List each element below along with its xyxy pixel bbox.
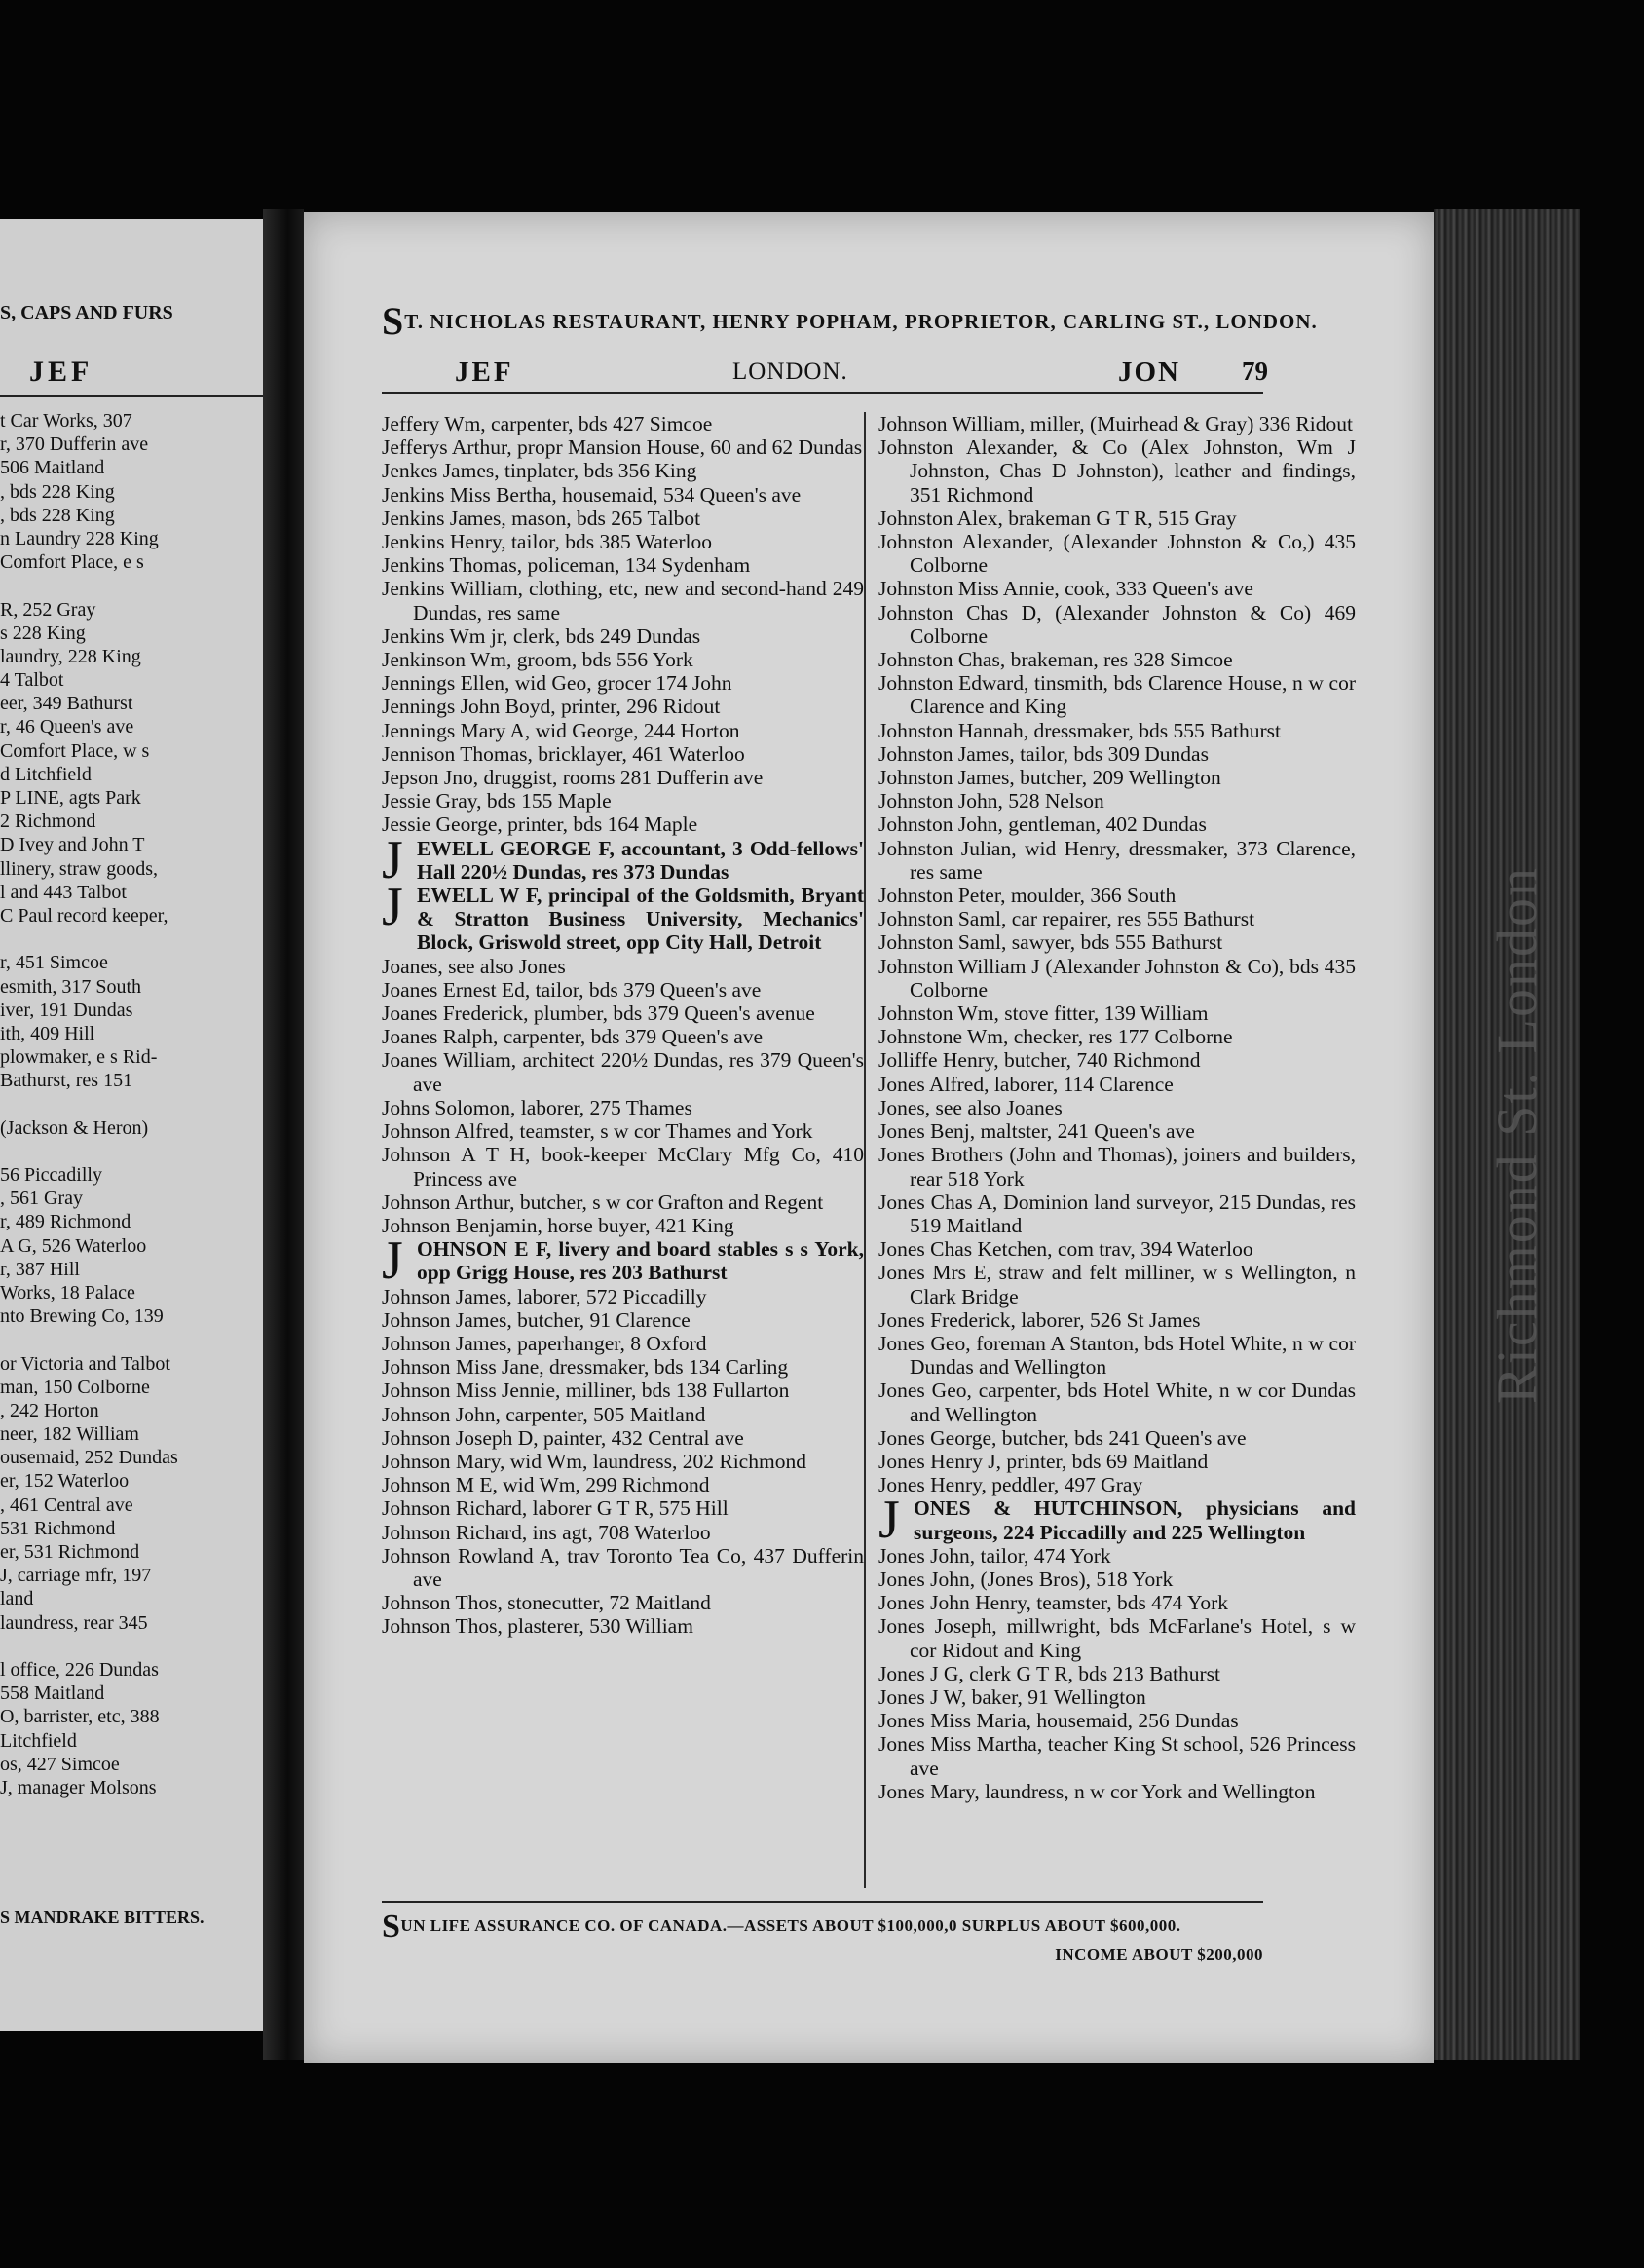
entry-text: Johnson Miss Jane, dressmaker, bds 134 Carling <box>382 1355 789 1380</box>
entry-text: Jones Mary, laundress, n w cor York and Wellington <box>878 1779 1316 1803</box>
page-header <box>382 298 1318 344</box>
page-header-text: T. NICHOLAS RESTAURANT, HENRY POPHAM, PROPRIETOR, CARLING ST., LONDON. <box>404 310 1318 333</box>
directory-entry <box>878 1119 1356 1143</box>
left-page-header: S, CAPS AND FURS <box>0 302 173 323</box>
running-head-left: JEF <box>455 357 514 388</box>
entry-text: Johnson Joseph D, painter, 432 Central ave <box>382 1425 744 1450</box>
left-page-line: 4 Talbot <box>0 669 64 692</box>
spine-label <box>1473 209 1560 2060</box>
left-page-line <box>0 1635 261 1658</box>
left-page-rule <box>0 395 263 397</box>
directory-entry <box>878 601 1356 648</box>
directory-entry <box>382 1544 864 1591</box>
directory-entry <box>382 530 864 553</box>
directory-entry <box>382 553 864 577</box>
left-page-line: , 561 Gray <box>0 1188 83 1210</box>
entry-text: Johnston James, butcher, 209 Wellington <box>878 766 1221 790</box>
directory-entry <box>878 1237 1356 1261</box>
left-page-line: l and 443 Talbot <box>0 881 127 903</box>
left-page-line: man, 150 Colborne <box>0 1376 150 1398</box>
left-page-line: neer, 182 William <box>0 1423 139 1446</box>
left-page-line: t Car Works, 307 <box>0 410 132 432</box>
left-page-line: , 461 Central ave <box>0 1493 133 1516</box>
drop-cap: J <box>382 1230 403 1292</box>
left-page-line: laundress, rear 345 <box>0 1611 148 1634</box>
featured-entry <box>878 1490 1356 1551</box>
left-page-line: Comfort Place, e s <box>0 551 144 574</box>
entry-text: Jones J W, baker, 91 Wellington <box>878 1684 1146 1709</box>
left-page-line: er, 531 Richmond <box>0 1541 140 1563</box>
directory-entry <box>878 507 1356 530</box>
left-page-line: O, barrister, etc, 388 <box>0 1706 160 1728</box>
left-page-line: nto Brewing Co, 139 <box>0 1305 164 1328</box>
directory-entry <box>878 1780 1356 1803</box>
directory-entry <box>878 837 1356 884</box>
left-page-line: Comfort Place, w s <box>0 739 150 762</box>
directory-entry <box>878 1732 1356 1779</box>
left-page-line: (Jackson & Heron) <box>0 1116 149 1139</box>
directory-entry <box>878 1073 1356 1096</box>
entry-text: Jones Chas A, Dominion land surveyor, 215 Dundas, res 519 Maitland <box>878 1190 1356 1237</box>
entry-text: Johnston Alex, brakeman G T R, 515 Gray <box>878 506 1237 530</box>
entry-text: Johnson Thos, plasterer, 530 William <box>382 1614 693 1639</box>
entry-text: Johnston James, tailor, bds 309 Dundas <box>878 741 1209 766</box>
directory-entry <box>382 435 864 459</box>
directory-entry <box>878 907 1356 930</box>
left-page-line: r, 46 Queen's ave <box>0 716 134 738</box>
entry-text: Johnson Alfred, teamster, s w cor Thames and York <box>382 1119 813 1144</box>
entry-text: Johnson James, butcher, 91 Clarence <box>382 1307 691 1332</box>
directory-entry <box>878 648 1356 671</box>
directory-entry <box>382 1379 864 1402</box>
left-page-line: r, 489 Richmond <box>0 1211 131 1233</box>
left-page-line: , bds 228 King <box>0 504 115 526</box>
entry-text: Jenkinson Wm, groom, bds 556 York <box>382 648 693 672</box>
entry-text: Johnston Miss Annie, cook, 333 Queen's ave <box>878 577 1253 601</box>
directory-entry <box>382 1191 864 1214</box>
column-divider <box>864 412 866 1888</box>
entry-text: Jefferys Arthur, propr Mansion House, 60 and 62 Dundas <box>382 435 863 460</box>
directory-entry <box>382 1521 864 1544</box>
left-page-line <box>0 1328 261 1351</box>
left-page-line: plowmaker, e s Rid- <box>0 1046 158 1069</box>
entry-text: Jeffery Wm, carpenter, bds 427 Simcoe <box>382 412 713 435</box>
entry-text: Johnston Julian, wid Henry, dressmaker, 373 Clarence, res same <box>878 836 1356 884</box>
entry-text: Jenkins Henry, tailor, bds 385 Waterloo <box>382 530 712 554</box>
directory-entry <box>382 1119 864 1143</box>
directory-entry <box>382 1473 864 1496</box>
entry-text: Joanes William, architect 220½ Dundas, res 379 Queen's ave <box>382 1048 864 1096</box>
left-page-line: R, 252 Gray <box>0 598 96 621</box>
left-page-line: r, 387 Hill <box>0 1258 80 1280</box>
left-page-line: , bds 228 King <box>0 480 115 503</box>
drop-cap: J <box>382 877 403 938</box>
directory-entry <box>382 1614 864 1638</box>
left-page-line: P LINE, agts Park <box>0 787 141 809</box>
left-page-line: os, 427 Simcoe <box>0 1753 120 1775</box>
left-page-line: J, manager Molsons <box>0 1776 157 1798</box>
directory-entry <box>878 884 1356 907</box>
directory-entry <box>878 577 1356 600</box>
left-page-footer: S MANDRAKE BITTERS. <box>0 1908 205 1927</box>
entry-text: Joanes Ernest Ed, tailor, bds 379 Queen's ave <box>382 977 762 1002</box>
directory-entry <box>382 789 864 813</box>
directory-entry <box>878 742 1356 766</box>
entry-text: Jones John Henry, teamster, bds 474 York <box>878 1591 1229 1615</box>
directory-entry <box>382 507 864 530</box>
directory-entry <box>382 1355 864 1379</box>
entry-text: Jennings John Boyd, printer, 296 Ridout <box>382 695 721 719</box>
entry-text: Joanes, see also Jones <box>382 954 566 978</box>
entry-text: Jessie George, printer, bds 164 Maple <box>382 813 698 837</box>
directory-entry <box>382 577 864 624</box>
left-page-line: Bathurst, res 151 <box>0 1070 133 1092</box>
left-page-fragment <box>0 219 263 2031</box>
entry-text: ONES & HUTCHINSON, physicians and surgeons, 224 Piccadilly and 225 Wellington <box>914 1496 1356 1544</box>
directory-entry <box>878 930 1356 954</box>
directory-entry <box>878 1450 1356 1473</box>
directory-entry <box>878 789 1356 813</box>
left-page-line: C Paul record keeper, <box>0 904 168 926</box>
entry-text: Jennison Thomas, bricklayer, 461 Waterloo <box>382 741 745 766</box>
left-page-line: Litchfield <box>0 1729 77 1752</box>
directory-entry <box>878 435 1356 507</box>
running-head-right: JON <box>1118 357 1180 388</box>
directory-entry <box>878 1048 1356 1072</box>
entry-text: Johnson Richard, ins agt, 708 Waterloo <box>382 1520 711 1544</box>
left-page-line <box>0 927 261 951</box>
entry-text: Jenkins James, mason, bds 265 Talbot <box>382 506 701 530</box>
entry-text: Jones Benj, maltster, 241 Queen's ave <box>878 1119 1195 1144</box>
directory-entry <box>878 1002 1356 1025</box>
left-page-line: llinery, straw goods, <box>0 857 159 880</box>
left-page-line: 558 Maitland <box>0 1682 105 1705</box>
directory-entry <box>878 1685 1356 1709</box>
entry-text: Jones Henry, peddler, 497 Gray <box>878 1473 1143 1497</box>
left-page-line: r, 451 Simcoe <box>0 952 108 974</box>
directory-entry <box>382 1591 864 1614</box>
entry-text: Johnson James, paperhanger, 8 Oxford <box>382 1331 707 1355</box>
directory-entry <box>382 813 864 836</box>
left-page-line <box>0 1140 261 1163</box>
entry-text: Johnson Rowland A, trav Toronto Tea Co, 437 Dufferin ave <box>382 1543 864 1591</box>
drop-cap: J <box>382 829 403 890</box>
directory-entry <box>382 1285 864 1308</box>
left-page-line: laundry, 228 King <box>0 645 141 667</box>
left-page-line: n Laundry 228 King <box>0 527 159 549</box>
left-page-line: Works, 18 Palace <box>0 1281 135 1304</box>
running-head <box>382 357 1268 394</box>
entry-text: Johnson Mary, wid Wm, laundress, 202 Richmond <box>382 1449 806 1473</box>
entry-text: Jenkins William, clothing, etc, new and second-hand 249 Dundas, res same <box>382 577 864 624</box>
footer-line-2: INCOME ABOUT $200,000 <box>1055 1946 1263 1964</box>
entry-text: Johnson Thos, stonecutter, 72 Maitland <box>382 1591 711 1615</box>
left-page-line: iver, 191 Dundas <box>0 999 133 1021</box>
directory-entry <box>382 1214 864 1237</box>
directory-entry <box>382 695 864 718</box>
left-page-line: s 228 King <box>0 622 86 644</box>
entry-text: Jones J G, clerk G T R, bds 213 Bathurst <box>878 1661 1220 1685</box>
directory-entry <box>878 1662 1356 1685</box>
directory-entry <box>382 1403 864 1426</box>
left-page-line: r, 370 Dufferin ave <box>0 434 149 456</box>
entry-text: Jones John, tailor, 474 York <box>878 1543 1111 1568</box>
entry-text: Johnston Alexander, & Co (Alex Johnston, Wm J Johnston, Chas D Johnston), leather and findings, 351 Richmond <box>878 435 1356 507</box>
directory-entry <box>382 1332 864 1355</box>
entry-text: Joanes Frederick, plumber, bds 379 Queen's avenue <box>382 1002 815 1026</box>
directory-entry <box>382 978 864 1002</box>
entry-text: Johnson M E, wid Wm, 299 Richmond <box>382 1473 710 1497</box>
entry-text: Johnson Richard, laborer G T R, 575 Hill <box>382 1496 729 1521</box>
left-page-line: d Litchfield <box>0 763 92 785</box>
directory-entry <box>382 1025 864 1048</box>
left-page-line: er, 152 Waterloo <box>0 1470 130 1493</box>
directory-entry <box>878 1308 1356 1332</box>
entry-text: Johnson Arthur, butcher, s w cor Grafton and Regent <box>382 1190 824 1214</box>
entry-text: Johnson Miss Jennie, milliner, bds 138 Fullarton <box>382 1379 790 1403</box>
entry-text: Johnston John, 528 Nelson <box>878 789 1104 813</box>
directory-entry <box>382 1143 864 1190</box>
entry-text: Jones Miss Martha, teacher King St school, 526 Princess ave <box>878 1732 1356 1780</box>
entry-text: Johnston Alexander, (Alexander Johnston & Co,) 435 Colborne <box>878 530 1356 578</box>
footer-line-1: UN LIFE ASSURANCE CO. OF CANADA.—ASSETS ABOUT $100,000,0 SURPLUS ABOUT $600,000. <box>400 1916 1181 1935</box>
directory-entry <box>382 412 864 435</box>
entry-text: Jenkins Miss Bertha, housemaid, 534 Queen's ave <box>382 482 802 507</box>
entry-text: Johnston Peter, moulder, 366 South <box>878 884 1177 908</box>
left-page-line: 506 Maitland <box>0 457 105 479</box>
left-page-line: 56 Piccadilly <box>0 1164 102 1186</box>
directory-entry <box>878 719 1356 742</box>
directory-entry <box>382 459 864 482</box>
page-footer <box>382 1901 1263 1965</box>
entry-text: Johnston Chas, brakeman, res 328 Simcoe <box>878 648 1233 672</box>
left-page-line: l office, 226 Dundas <box>0 1658 159 1681</box>
entry-text: Johnston Hannah, dressmaker, bds 555 Bathurst <box>878 718 1281 742</box>
entry-text: Jones George, butcher, bds 241 Queen's ave <box>878 1425 1247 1450</box>
entry-text: Jones, see also Joanes <box>878 1095 1063 1119</box>
left-page-line: 531 Richmond <box>0 1517 116 1539</box>
book-edge <box>1434 209 1580 2060</box>
entry-text: Jenkins Wm jr, clerk, bds 249 Dundas <box>382 624 701 648</box>
entry-text: Johnston William J (Alexander Johnston & Co), bds 435 Colborne <box>878 954 1356 1002</box>
directory-entry <box>878 671 1356 718</box>
directory-entry <box>382 648 864 671</box>
left-page-line: J, carriage mfr, 197 <box>0 1565 152 1587</box>
footer-initial: S <box>382 1909 401 1945</box>
entry-text: Johnston Edward, tinsmith, bds Clarence House, n w cor Clarence and King <box>878 671 1356 719</box>
entry-text: Jones Geo, carpenter, bds Hotel White, n w cor Dundas and Wellington <box>878 1379 1356 1426</box>
left-column <box>382 412 864 1639</box>
entry-text: Jolliffe Henry, butcher, 740 Richmond <box>878 1048 1201 1073</box>
directory-entry <box>382 1308 864 1332</box>
page-header-initial: S <box>382 299 405 343</box>
entry-text: Johnston Wm, stove fitter, 139 William <box>878 1002 1209 1026</box>
entry-text: Jones Chas Ketchen, com trav, 394 Waterloo <box>878 1237 1253 1262</box>
directory-entry <box>878 412 1356 435</box>
directory-entry <box>878 813 1356 836</box>
left-page-line <box>0 574 261 597</box>
left-page-line: ousemaid, 252 Dundas <box>0 1447 178 1469</box>
directory-entry <box>878 1143 1356 1190</box>
directory-entry <box>382 624 864 648</box>
featured-entry <box>382 877 864 955</box>
directory-entry <box>878 1096 1356 1119</box>
right-column <box>878 412 1356 1803</box>
directory-entry <box>878 1379 1356 1425</box>
directory-entry <box>878 530 1356 577</box>
entry-text: Johnston John, gentleman, 402 Dundas <box>878 813 1207 837</box>
directory-entry <box>382 1096 864 1119</box>
entry-text: Jennings Mary A, wid George, 244 Horton <box>382 718 740 742</box>
left-page-line: ith, 409 Hill <box>0 1022 95 1044</box>
page-number: 79 <box>1242 357 1268 386</box>
book-gutter <box>263 209 304 2060</box>
entry-text: EWELL W F, principal of the Goldsmith, Bryant & Stratton Business University, Mechanics' Block, Griswold street, opp City Hall, Detroit <box>417 884 864 955</box>
directory-entry <box>878 1544 1356 1568</box>
entry-text: Jenkes James, tinplater, bds 356 King <box>382 459 697 483</box>
entry-text: Jones Mrs E, straw and felt milliner, w s Wellington, n Clark Bridge <box>878 1261 1356 1308</box>
directory-entry <box>878 955 1356 1002</box>
directory-entry <box>382 483 864 507</box>
left-page-line: eer, 349 Bathurst <box>0 693 133 715</box>
directory-entry <box>382 766 864 789</box>
left-page-line: land <box>0 1588 34 1610</box>
entry-text: Johnson William, miller, (Muirhead & Gray) 336 Ridout <box>878 412 1353 435</box>
directory-entry <box>878 1191 1356 1237</box>
entry-text: Jones Alfred, laborer, 114 Clarence <box>878 1072 1174 1096</box>
entry-text: OHNSON E F, livery and board stables s s York, opp Grigg House, res 203 Bathurst <box>417 1237 864 1285</box>
entry-text: Johnstone Wm, checker, res 177 Colborne <box>878 1025 1233 1049</box>
entry-text: Jones Henry J, printer, bds 69 Maitland <box>878 1449 1209 1473</box>
directory-entry <box>878 1261 1356 1307</box>
directory-entry <box>878 1568 1356 1591</box>
entry-text: Joanes Ralph, carpenter, bds 379 Queen's ave <box>382 1025 764 1049</box>
entry-text: Johns Solomon, laborer, 275 Thames <box>382 1095 692 1119</box>
entry-text: Jones Miss Maria, housemaid, 256 Dundas <box>878 1709 1239 1733</box>
directory-entry <box>878 1025 1356 1048</box>
running-head-center: LONDON. <box>732 359 848 385</box>
directory-entry <box>878 1709 1356 1732</box>
featured-entry <box>382 1230 864 1292</box>
left-page-line: A G, 526 Waterloo <box>0 1234 147 1257</box>
directory-entry <box>382 742 864 766</box>
directory-entry <box>382 1450 864 1473</box>
directory-entry <box>382 1496 864 1520</box>
directory-entry <box>878 1473 1356 1496</box>
spine-text: Richmond St. London <box>1484 866 1549 1404</box>
directory-entry <box>878 1332 1356 1379</box>
entry-text: Johnston Saml, sawyer, bds 555 Bathurst <box>878 930 1223 955</box>
drop-cap: J <box>878 1490 900 1551</box>
left-page-lines <box>0 409 261 1799</box>
entry-text: Jennings Ellen, wid Geo, grocer 174 John <box>382 671 732 696</box>
left-page-line: or Victoria and Talbot <box>0 1352 170 1375</box>
entry-text: Jones Brothers (John and Thomas), joiners and builders, rear 518 York <box>878 1143 1356 1191</box>
entry-text: Johnson John, carpenter, 505 Maitland <box>382 1402 706 1426</box>
left-page-line: esmith, 317 South <box>0 975 142 998</box>
directory-entry <box>878 1591 1356 1614</box>
left-page-line: 2 Richmond <box>0 811 96 833</box>
entry-text: Jones Geo, foreman A Stanton, bds Hotel White, n w cor Dundas and Wellington <box>878 1331 1356 1380</box>
entry-text: Jones John, (Jones Bros), 518 York <box>878 1567 1174 1591</box>
left-page-line: D Ivey and John T <box>0 834 145 856</box>
directory-entry <box>382 955 864 978</box>
directory-entry <box>878 1614 1356 1661</box>
featured-entry <box>382 829 864 890</box>
entry-text: Jepson Jno, druggist, rooms 281 Dufferin ave <box>382 766 764 790</box>
entry-text: Jones Joseph, millwright, bds McFarlane's Hotel, s w cor Ridout and King <box>878 1614 1356 1662</box>
directory-entry <box>878 766 1356 789</box>
left-page-line: , 242 Horton <box>0 1399 99 1421</box>
entry-text: EWELL GEORGE F, accountant, 3 Odd-fellows' Hall 220½ Dundas, res 373 Dundas <box>417 836 864 884</box>
entry-text: Jones Frederick, laborer, 526 St James <box>878 1307 1201 1332</box>
entry-text: Johnson A T H, book-keeper McClary Mfg Co, 410 Princess ave <box>382 1143 864 1191</box>
directory-entry <box>382 1426 864 1450</box>
directory-entry <box>382 1002 864 1025</box>
entry-text: Johnston Chas D, (Alexander Johnston & Co) 469 Colborne <box>878 600 1356 648</box>
entry-text: Johnson James, laborer, 572 Piccadilly <box>382 1284 707 1308</box>
entry-text: Johnson Benjamin, horse buyer, 421 King <box>382 1213 734 1237</box>
directory-entry <box>382 671 864 695</box>
directory-entry <box>382 719 864 742</box>
directory-entry <box>382 1048 864 1095</box>
entry-text: Johnston Saml, car repairer, res 555 Bathurst <box>878 907 1255 931</box>
left-page-line <box>0 1092 261 1115</box>
left-page-running-head: JEF <box>29 356 93 388</box>
directory-page <box>304 212 1434 2063</box>
directory-entry <box>878 1426 1356 1450</box>
entry-text: Jenkins Thomas, policeman, 134 Sydenham <box>382 553 751 578</box>
entry-text: Jessie Gray, bds 155 Maple <box>382 789 612 813</box>
